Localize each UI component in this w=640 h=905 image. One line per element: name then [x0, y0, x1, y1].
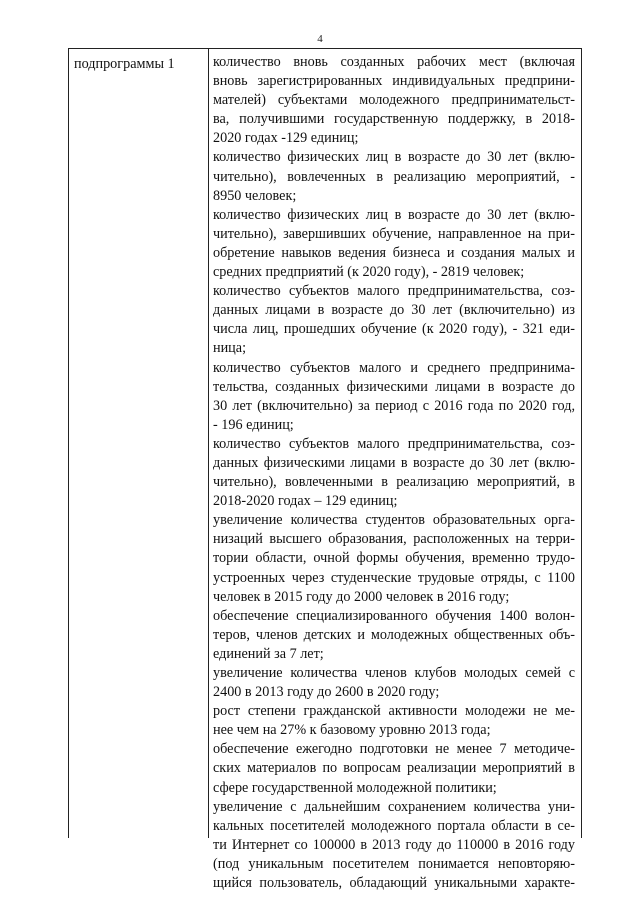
- text-line: тельства, созданных физическими лицами в возрасте до: [213, 378, 575, 395]
- text-line: ница;: [213, 340, 247, 357]
- text-line: количество физических лиц в возрасте до 30 лет (вклю-: [213, 149, 575, 166]
- text-line: ти Интернет со 100000 в 2013 году до 110000 в 2016 году: [213, 836, 575, 853]
- text-line: количество субъектов малого предпринимательства, соз-: [213, 435, 575, 452]
- text-line: нее чем на 27% к базовому уровню 2013 года;: [213, 722, 491, 739]
- text-line: обеспечение специализированного обучения 1400 волон-: [213, 607, 575, 624]
- text-line: устроенных через студенческие трудовые отряды, с 1100: [213, 569, 575, 586]
- text-line: щийся пользователь, обладающий уникальными характе-: [213, 875, 575, 892]
- text-line: обеспечение ежегодно подготовки не менее 7 методиче-: [213, 741, 575, 758]
- program-table: [68, 48, 582, 892]
- text-line: средних предприятий (к 2020 году), - 2819 человек;: [213, 264, 525, 281]
- text-line: 30 лет (включительно) за период с 2016 года по 2020 год,: [213, 397, 575, 414]
- text-line: количество физических лиц в возрасте до 30 лет (вклю-: [213, 206, 575, 223]
- text-line: 2018-2020 годах – 129 единиц;: [213, 493, 398, 510]
- text-line: вновь зарегистрированных индивидуальных предприни-: [213, 73, 575, 90]
- text-line: мателей) субъектами молодежного предпринимательст-: [213, 92, 575, 109]
- text-line: низаций высшего образования, расположенных на терри-: [213, 531, 575, 548]
- text-line: 2400 в 2013 году до 2600 в 2020 году;: [213, 684, 440, 701]
- text-line: сфере государственной молодежной политики;: [213, 779, 497, 796]
- text-line: чительно), завершивших обучение, направленное на при-: [213, 225, 575, 242]
- text-line: кальных посетителей молодежного портала области в се-: [213, 817, 575, 834]
- text-line: увеличение количества членов клубов молодых семей с: [213, 665, 575, 681]
- text-line: единений за 7 лет;: [213, 645, 324, 662]
- text-line: количество субъектов малого и среднего предпринима-: [213, 359, 575, 376]
- subprogram-label: подпрограммы 1: [74, 56, 175, 72]
- text-line: количество субъектов малого предпринимательства, соз-: [213, 283, 575, 300]
- text-line: чительно), вовлеченных в реализацию мероприятий, -: [213, 168, 575, 185]
- text-line: рост степени гражданской активности молодежи не ме-: [213, 703, 575, 720]
- text-line: количество вновь созданных рабочих мест (включая: [213, 54, 575, 70]
- text-line: увеличение количества студентов образовательных орга-: [213, 512, 575, 529]
- text-line: человек в 2015 году до 2000 человек в 2016 году;: [213, 588, 510, 605]
- text-line: ва, получившими государственную поддержку, в 2018-: [213, 111, 575, 128]
- text-line: - 196 единиц;: [213, 416, 294, 433]
- text-line: данных лицами в возрасте до 30 лет (включительно) из: [213, 302, 575, 319]
- text-line: увеличение с дальнейшим сохранением количества уни-: [213, 798, 575, 815]
- text-line: числа лиц, прошедших обучение (к 2020 году), - 321 еди-: [213, 321, 575, 338]
- text-line: теров, членов детских и молодежных общественных объ-: [213, 626, 575, 643]
- text-line: 2020 годах -129 единиц;: [213, 130, 359, 147]
- page-number: 4: [317, 33, 323, 45]
- text-line: обретение навыков ведения бизнеса и создания малых и: [213, 244, 575, 261]
- text-line: 8950 человек;: [213, 187, 297, 204]
- text-line: чительно), вовлеченными в реализацию мероприятий, в: [213, 474, 575, 491]
- table-label-cell: [69, 49, 209, 838]
- indicators-cell: [210, 49, 581, 892]
- text-line: (под уникальным посетителем понимается неповторяю-: [213, 855, 575, 872]
- text-line: ских материалов по вопросам реализации мероприятий в: [213, 760, 575, 777]
- text-line: данных физическими лицами в возрасте до 30 лет (вклю-: [213, 454, 575, 471]
- text-line: тории области, очной формы обучения, временно трудо-: [213, 550, 575, 567]
